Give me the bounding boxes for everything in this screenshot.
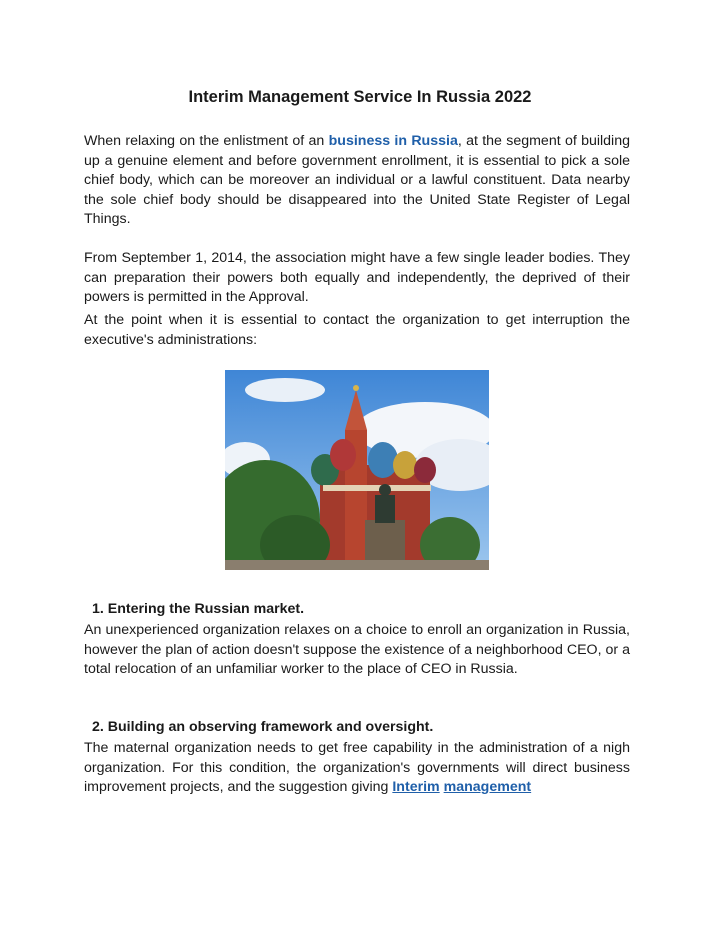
section1-body: An unexperienced organization relaxes on a choice to enroll an organization in Russia, however the plan of action doesn't suppose the existence of a neighborhood CEO, or a total relocation of an unfamiliar worker to the place of CEO in Russia. (84, 622, 630, 678)
section2-body (84, 739, 630, 798)
document-title: Interim Management Service In Russia 2022 (188, 88, 532, 106)
management-link[interactable]: management (443, 779, 532, 796)
contact-paragraph: At the point when it is essential to contact the organization to get interruption the executive's administrations: (84, 312, 630, 348)
intro-text-after: , at the segment of building up a genuine element and before government enrollment, it is essential to pick a sole chief body, which can be moreover an individual or a lawful constituent. Data nearby the sole chief body should be disappeared into the United State Register of Legal Things. (84, 133, 630, 228)
section2-heading: 2. Building an observing framework and oversight. (92, 719, 434, 735)
intro-text-before: When relaxing on the enlistment of an (84, 133, 329, 149)
association-paragraph: From September 1, 2014, the association might have a few single leader bodies. They can preparation their powers both equally and independently, the deprived of their powers is permitted in the Approval. (84, 250, 630, 306)
section1-heading: 1. Entering the Russian market. (92, 601, 305, 617)
st-basils-cathedral-photo (225, 370, 489, 570)
intro-paragraph (84, 132, 630, 230)
section2-body-text: The maternal organization needs to get free capability in the administration of a nigh organization. For this condition, the organization's governments will direct business improvement projects, and the suggestion giving (84, 740, 630, 796)
interim-link[interactable]: Interim (392, 779, 440, 796)
business-in-russia-link[interactable]: business in Russia (328, 133, 458, 149)
